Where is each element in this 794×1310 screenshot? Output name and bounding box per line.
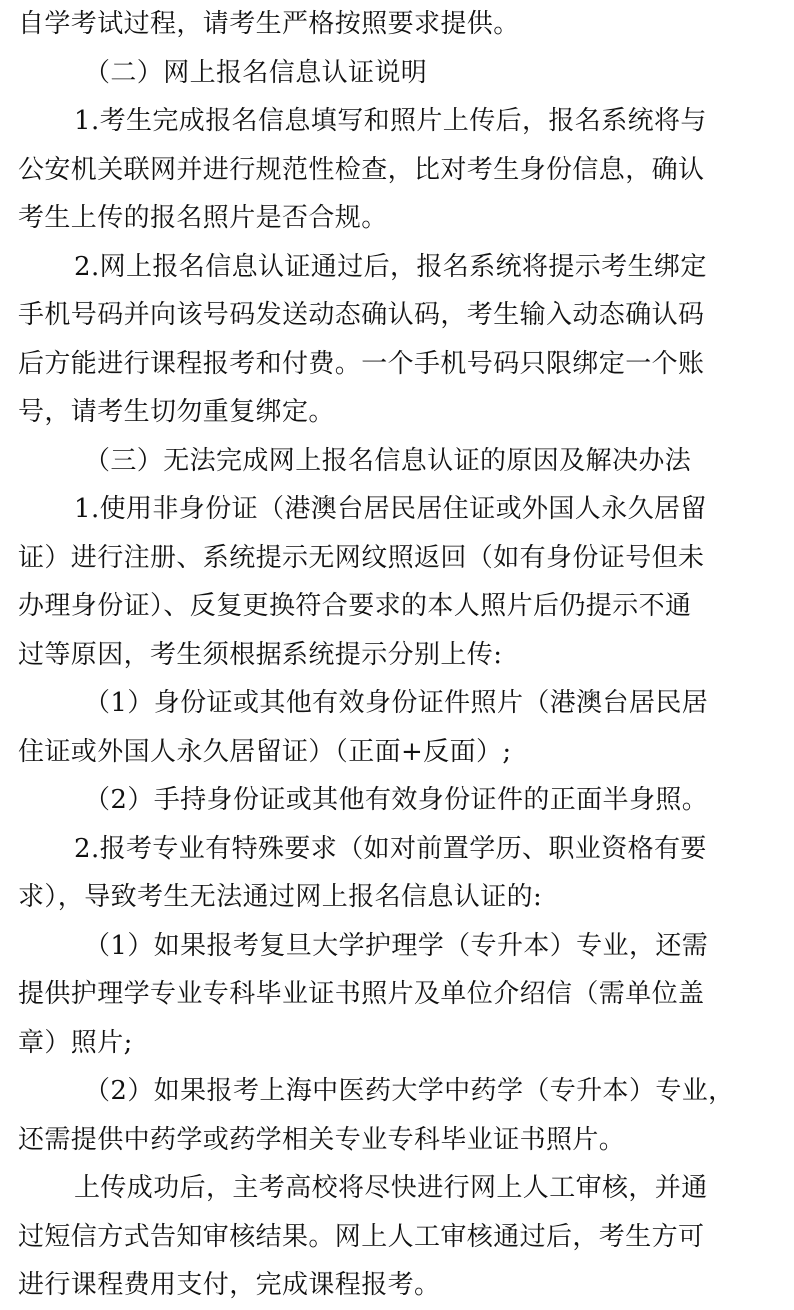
paragraph-line-3: 1.考生完成报名信息填写和照片上传后，报名系统将与 — [74, 106, 707, 136]
paragraph-line-20: （1）如果报考复旦大学护理学（专升本）专业，还需 — [84, 930, 709, 961]
paragraph-line-12: 证）进行注册、系统提示无网纹照返回（如有身份证号但未 — [18, 542, 705, 573]
paragraph-line-5: 考生上传的报名照片是否合规。 — [18, 203, 388, 233]
paragraph-line-27: 进行课程费用支付，完成课程报考。 — [18, 1270, 441, 1300]
paragraph-line-18: 2.报考专业有特殊要求（如对前置学历、职业资格有要 — [74, 833, 707, 864]
paragraph-line-22: 章）照片; — [18, 1027, 133, 1058]
paragraph-line-25: 上传成功后，主考高校将尽快进行网上人工审核，并通 — [74, 1173, 708, 1203]
paragraph-line-6: 2.网上报名信息认证通过后，报名系统将提示考生绑定 — [74, 251, 707, 282]
paragraph-line-1: 自学考试过程，请考生严格按照要求提供。 — [18, 9, 520, 39]
section-heading-3: （三）无法完成网上报名信息认证的原因及解决办法 — [84, 445, 692, 476]
paragraph-line-8: 后方能进行课程报考和付费。一个手机号码只限绑定一个账 — [18, 348, 705, 379]
section-heading-2: （二）网上报名信息认证说明 — [84, 57, 428, 88]
paragraph-line-14: 过等原因，考生须根据系统提示分别上传: — [18, 639, 503, 670]
paragraph-line-9: 号，请考生切勿重复绑定。 — [18, 397, 335, 427]
paragraph-line-21: 提供护理学专业专科毕业证书照片及单位介绍信（需单位盖 — [18, 979, 705, 1009]
document-page — [18, 0, 776, 1300]
paragraph-line-17: （2）手持身份证或其他有效身份证件的正面半身照。 — [84, 785, 709, 815]
paragraph-line-16: 住证或外国人永久居留证）（正面+反面）; — [18, 736, 512, 767]
paragraph-line-4: 公安机关联网并进行规范性检查，比对考生身份信息，确认 — [18, 154, 705, 185]
paragraph-line-19: 求），导致考生无法通过网上报名信息认证的: — [18, 882, 543, 912]
paragraph-line-7: 手机号码并向该号码发送动态确认码，考生输入动态确认码 — [18, 300, 705, 330]
paragraph-line-11: 1.使用非身份证（港澳台居民居住证或外国人永久居留 — [74, 494, 707, 524]
paragraph-line-24: 还需提供中药学或药学相关专业专科毕业证书照片。 — [18, 1124, 626, 1155]
paragraph-line-15: （1）身份证或其他有效身份证件照片（港澳台居民居 — [84, 688, 709, 718]
paragraph-line-26: 过短信方式告知审核结果。网上人工审核通过后，考生方可 — [18, 1221, 705, 1252]
paragraph-line-13: 办理身份证）、反复更换符合要求的本人照片后仍提示不通 — [18, 591, 692, 621]
paragraph-line-23: （2）如果报考上海中医药大学中药学（专升本）专业， — [84, 1076, 735, 1106]
